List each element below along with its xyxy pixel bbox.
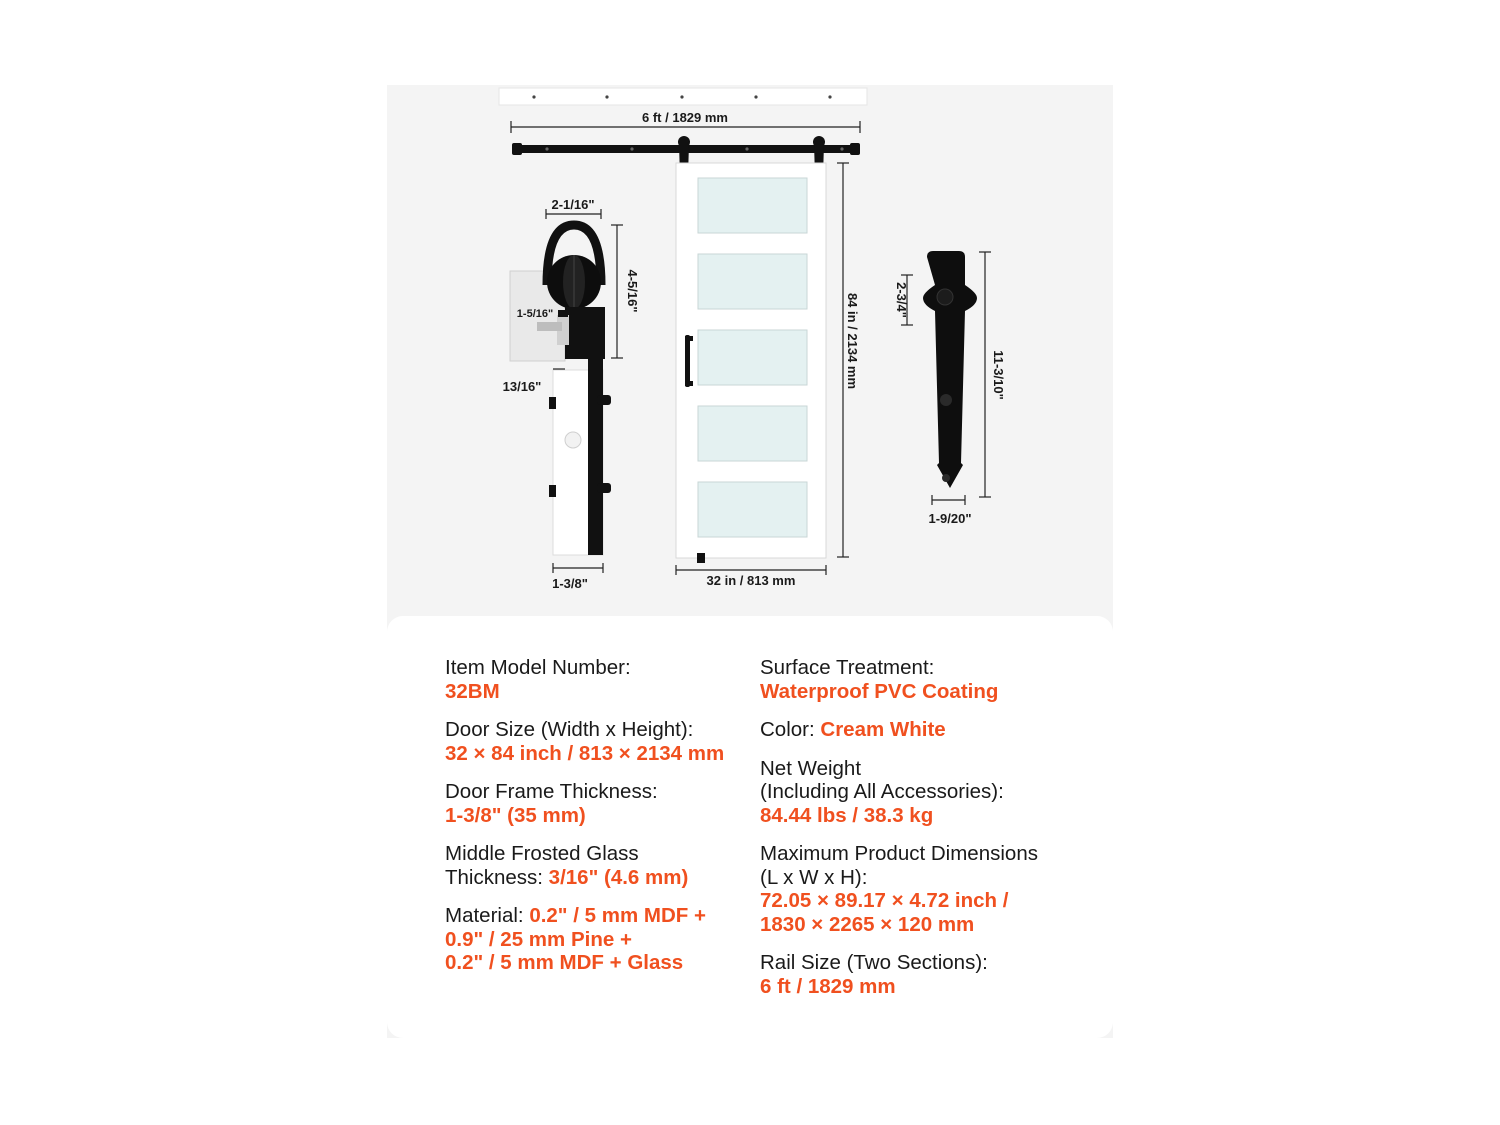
door-width-label: 32 in / 813 mm <box>706 573 796 588</box>
spec-door-size-label: Door Size (Width x Height): <box>445 718 694 741</box>
specs-right-column <box>760 656 1090 998</box>
spec-frame-value: 1-3/8" (35 mm) <box>445 803 586 827</box>
roller-height-label: 4-5/16" <box>625 269 640 313</box>
spec-weight-label-1: Net Weight <box>760 756 862 780</box>
spec-material-value-1: 0.2" / 5 mm MDF + <box>529 904 706 927</box>
spec-color-label: Color: <box>760 718 821 741</box>
spec-glass-label-1: Middle Frosted Glass <box>445 842 639 865</box>
door-width-dimension <box>676 565 826 588</box>
roller-width-label: 2-1/16" <box>551 197 595 212</box>
mounting-board <box>499 88 867 105</box>
spec-weight-label-2: (Including All Accessories): <box>760 780 1004 803</box>
barn-door-diagram <box>387 85 1113 625</box>
wall-gap-label: 13/16" <box>502 379 542 394</box>
spec-rail-size <box>760 951 1090 998</box>
rail-length-dimension <box>511 110 860 133</box>
spec-glass-value: 3/16" (4.6 mm) <box>548 865 689 889</box>
rail-length-label: 6 ft / 1829 mm <box>642 110 728 125</box>
spacer-label: 1-5/16" <box>516 308 554 320</box>
barn-door <box>676 163 826 563</box>
door-height-label: 84 in / 2134 mm <box>845 292 860 390</box>
spec-model-value: 32BM <box>445 679 500 703</box>
spec-surface-label: Surface Treatment: <box>760 656 935 679</box>
spec-frame-thickness <box>445 780 745 827</box>
spec-rail-label: Rail Size (Two Sections): <box>760 951 988 974</box>
spec-color-value: Cream White <box>820 718 946 741</box>
specifications-card <box>387 616 1113 1038</box>
spec-model-label: Item Model Number: <box>445 656 631 679</box>
door-height-dimension <box>837 163 860 557</box>
strap-top-label: 2-3/4" <box>894 282 909 318</box>
spec-material-value-3: 0.2" / 5 mm MDF + Glass <box>445 951 684 974</box>
spec-dimensions <box>760 842 1090 936</box>
strap-width-label: 1-9/20" <box>928 511 972 526</box>
spec-dims-label-1: Maximum Product Dimensions <box>760 842 1038 865</box>
spec-surface-value: Waterproof PVC Coating <box>760 679 999 703</box>
spec-door-size <box>445 718 745 765</box>
spec-dims-value-2: 1830 × 2265 × 120 mm <box>760 912 975 936</box>
specs-left-column <box>445 656 745 975</box>
floor-guide <box>697 553 705 563</box>
spec-glass-thickness <box>445 842 745 889</box>
spec-material-label: Material: <box>445 904 530 927</box>
strap-length-label: 11-3/10" <box>991 350 1006 400</box>
spec-material-value-2: 0.9" / 25 mm Pine + <box>445 927 632 951</box>
spec-material <box>445 904 745 975</box>
spec-rail-value: 6 ft / 1829 mm <box>760 974 896 998</box>
strap-hanger <box>923 251 977 488</box>
spec-glass-label-2: Thickness: <box>445 865 549 889</box>
spec-model <box>445 656 745 703</box>
spec-frame-label: Door Frame Thickness: <box>445 780 658 803</box>
spec-net-weight <box>760 757 1090 828</box>
spec-surface <box>760 656 1090 703</box>
spec-dims-label-2: (L x W x H): <box>760 865 868 889</box>
door-thickness-label: 1-3/8" <box>552 576 588 591</box>
spec-weight-value: 84.44 lbs / 38.3 kg <box>760 803 934 827</box>
spec-dims-value-1: 72.05 × 89.17 × 4.72 inch / <box>760 889 1009 912</box>
spec-door-size-value: 32 × 84 inch / 813 × 2134 mm <box>445 741 725 765</box>
spec-color <box>760 718 1090 742</box>
product-stage <box>387 85 1113 1038</box>
